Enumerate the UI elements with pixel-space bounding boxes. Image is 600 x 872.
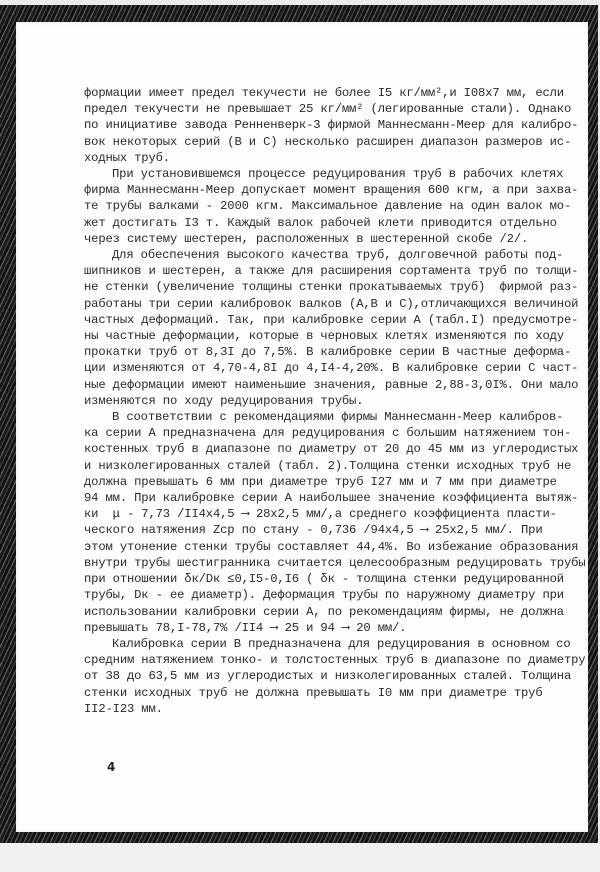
- text-line: При установившемся процессе редуцирования труб в рабочих клетях: [112, 167, 564, 182]
- text-line: ции изменяются от 4,70-4,8I до 4,I4-4,20%. В калибровке серии С част-: [84, 361, 579, 376]
- text-line: формации имеет предел текучести не более I5 кг/мм²,и I08х7 мм, если: [84, 86, 564, 100]
- text-line: по инициативе завода Ренненверк-3 фирмой Маннесманн-Меер для калибро-: [84, 118, 579, 133]
- text-line: Для обеспечения высокого качества труб, долговечной работы под-: [112, 248, 564, 263]
- text-line: ки μ - 7,73 /II4х4,5 ⟶ 28х2,5 мм/,а среднего коэффициента пласти-: [84, 507, 557, 522]
- text-line: при отношении δк/Dк ≤0,I5-0,I6 ( δк - толщина стенки редуцированной: [84, 572, 564, 587]
- text-line: работаны три серии калибровок валков (А,В и С),отличающихся величиной: [84, 296, 579, 311]
- text-line: использовании калибровки серии А, по рекомендациям фирмы, не должна: [84, 604, 564, 619]
- text-line: средним натяжением тонко- и толстостенных труб в диапазоне по диаметру: [84, 653, 586, 668]
- text-line: трубы, Dк - ее диаметр). Деформация трубы по наружному диаметру при: [84, 588, 564, 603]
- text-line: прокатки труб от 8,3I до 7,5%. В калибровке серии В частные деформа-: [84, 345, 572, 360]
- text-line: этом утонение стенки трубы составляет 44,4%. Во избежание образования: [84, 539, 579, 554]
- paragraph-5: [84, 636, 586, 717]
- paragraph-3: [84, 247, 579, 409]
- text-line: превышать 78,I-78,7% /II4 ⟶ 25 и 94 ⟶ 20 мм/.: [84, 620, 407, 635]
- text-line: жет достигать I3 т. Каждый валок рабочей клети приводится отдельно: [84, 215, 557, 230]
- paragraph-4: [84, 409, 586, 636]
- text-line: стенки исходных труб не должна превышать I0 мм при диаметре труб: [84, 685, 543, 700]
- text-line: ходных труб.: [84, 150, 170, 165]
- text-line: ны частные деформации, которые в черновых клетях изменяются по ходу: [84, 329, 564, 344]
- scan-background: [0, 843, 600, 872]
- text-line: внутри трубы шестигранника считается целесообразным редуцировать трубы: [84, 555, 586, 570]
- text-line: через систему шестерен, расположенных в шестеренной скобе /2/.: [84, 231, 529, 246]
- text-line: ческого натяжения Zср по стану - 0,736 /94х4,5 ⟶ 25х2,5 мм/. При: [84, 523, 543, 538]
- text-line: ка серии А предназначена для редуцирования с большим натяжением тон-: [84, 426, 572, 441]
- text-line: Калибровка серии В предназначена для редуцирования в основном со: [112, 636, 571, 651]
- text-line: костенных труб в диапазоне по диаметру от 20 до 45 мм из углеродистых: [84, 442, 579, 457]
- text-line: предел текучести не превышает 25 кг/мм² (легированные стали). Однако: [84, 102, 572, 117]
- text-line: фирма Маннесманн-Меер допускает момент вращения 600 кгм, а при захва-: [84, 183, 579, 198]
- page-number: 4: [107, 760, 116, 774]
- text-line: шипников и шестерен, а также для расширения сортамента труб по толщи-: [84, 264, 579, 279]
- text-line: 94 мм. При калибровке серии А наибольшее значение коэффициента вытяж-: [84, 491, 579, 506]
- text-line: вок некоторых серий (В и С) несколько расширен диапазон размеров ис-: [84, 134, 572, 149]
- document-body: [84, 85, 586, 717]
- text-line: II2-I23 мм.: [84, 701, 163, 716]
- text-line: те трубы валками - 2000 кгм. Максимальное давление на один валок мо-: [84, 199, 572, 214]
- text-line: В соответствии с рекомендациями фирмы Маннесманн-Меер калибров-: [112, 410, 564, 425]
- text-line: не стенки (увеличение толщины стенки прокатываемых труб) фирмой раз-: [84, 280, 579, 295]
- paragraph-1: [84, 85, 579, 166]
- text-line: должна превышать 6 мм при диаметре труб I27 мм и 7 мм при диаметре: [84, 474, 557, 489]
- text-line: частных деформаций. Так, при калибровке серии А (табл.I) предусмотре-: [84, 312, 579, 327]
- text-line: ные деформации имеют наименьшие значения, равные 2,88-3,0I%. Они мало: [84, 377, 579, 392]
- text-line: от 38 до 63,5 мм из углеродистых и низколегированных сталей. Толщина: [84, 669, 572, 684]
- text-line: и низколегированных сталей (табл. 2).Толщина стенки исходных труб не: [84, 458, 572, 473]
- text-line: изменяются по ходу редуцирования трубы.: [84, 393, 364, 408]
- paragraph-2: [84, 166, 579, 247]
